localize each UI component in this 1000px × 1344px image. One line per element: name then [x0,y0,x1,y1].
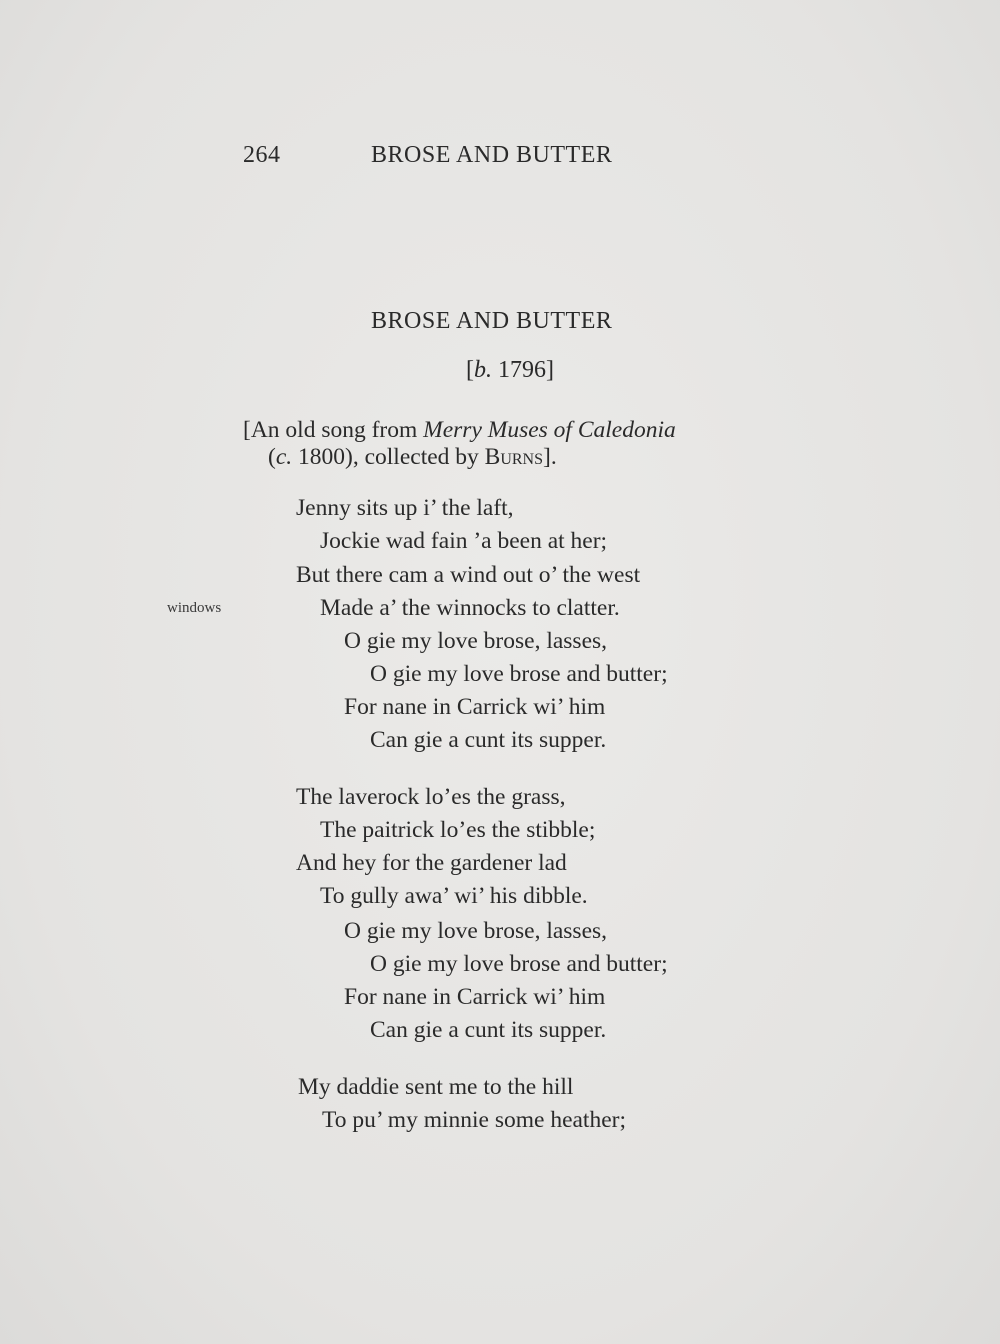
verse-line: And hey for the gardener lad [296,850,567,876]
running-head [243,142,612,169]
verse-line: To gully awa’ wi’ his dibble. [320,883,588,909]
date-open-bracket: [ [466,357,474,383]
verse-line: My daddie sent me to the hill [298,1074,574,1100]
page-number: 264 [243,142,281,168]
refrain-line: Can gie a cunt its supper. [370,727,607,753]
intro-line-1: [An old song from Merry Muses of Caledonia [243,417,676,443]
refrain-line: O gie my love brose, lasses, [344,628,608,654]
margin-gloss: windows [167,600,222,616]
circa-abbrev: c. [275,444,293,470]
verse-line: But there cam a wind out o’ the west [296,562,641,588]
date-born-abbrev: b. [474,357,492,383]
verse-line: The paitrick lo’es the stibble; [320,817,596,843]
verse-line: Made a’ the winnocks to clatter. [320,595,620,621]
verse-line: The laverock lo’es the grass, [296,784,566,810]
refrain-line: Can gie a cunt its supper. [370,1017,607,1043]
source-title: Merry Muses of Caledonia [423,417,676,443]
verse-line: To pu’ my minnie some heather; [322,1107,626,1133]
poem-date [466,357,554,384]
refrain-line: O gie my love brose and butter; [370,661,668,687]
refrain-line: For nane in Carrick wi’ him [344,694,606,720]
collector-name: Burns [484,444,544,470]
verse-line: Jockie wad fain ’a been at her; [320,528,608,554]
verse-line: Jenny sits up i’ the laft, [296,495,514,521]
date-year: 1796] [498,357,554,383]
poem-title: BROSE AND BUTTER [371,308,613,334]
refrain-line: For nane in Carrick wi’ him [344,984,606,1010]
refrain-line: O gie my love brose, lasses, [344,918,608,944]
refrain-line: O gie my love brose and butter; [370,951,668,977]
intro-line-2: (c. 1800), collected by Burns]. [268,444,557,470]
running-head-title: BROSE AND BUTTER [371,142,613,168]
